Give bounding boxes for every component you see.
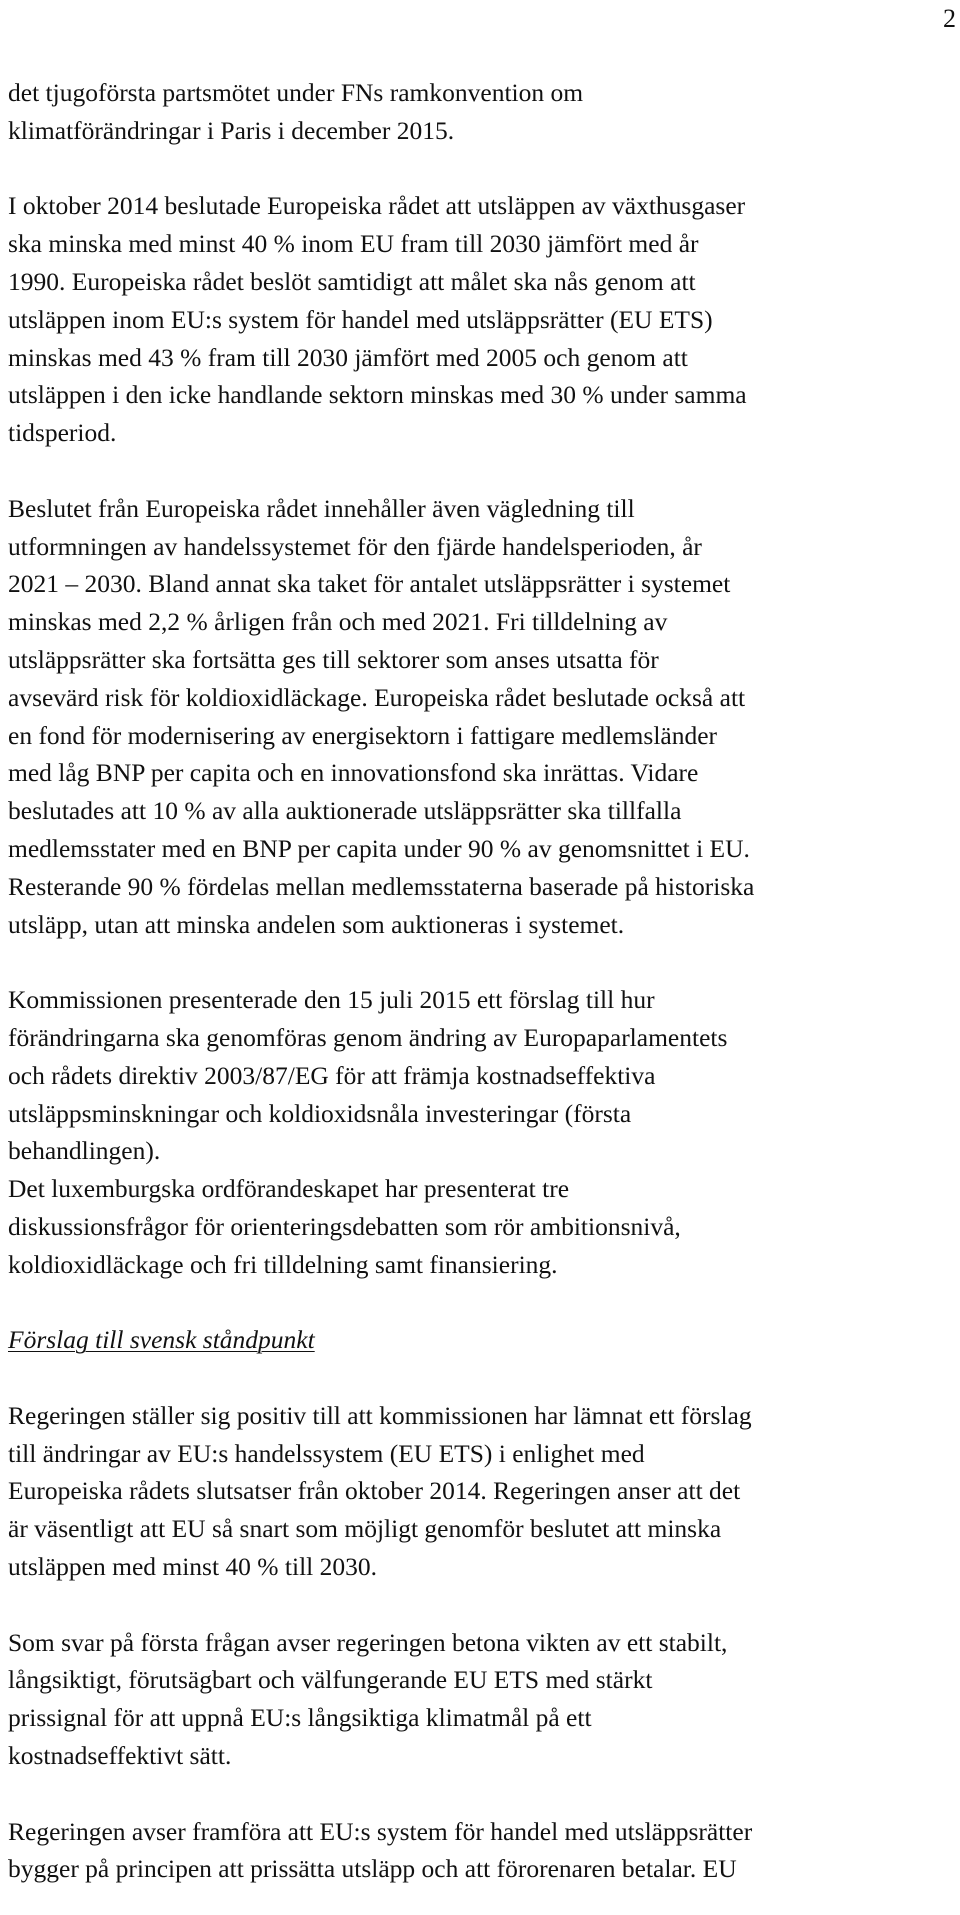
document-body <box>8 74 956 1888</box>
paragraph-cop21-intro: det tjugoförsta partsmötet under FNs ramkonvention om klimatförändringar i Paris i december 2015. <box>8 78 584 145</box>
paragraph-first-question-answer: Som svar på första frågan avser regeringen betona vikten av ett stabilt, långsiktigt, förutsägbart och välfungerande EU ETS med stärkt prissignal för att uppnå EU:s långsiktiga klimatmål på ett kostnadseffektivt sätt. <box>8 1627 728 1771</box>
paragraph-trading-period-guidance: Beslutet från Europeiska rådet innehåller även vägledning till utformningen av handelssystemet för den fjärde handelsperioden, år 2021 – 2030. Bland annat ska taket för antalet utsläppsrätter i systemet minskas med 2,2 % årligen från och med 2021. Fri tilldelning av utsläppsrätter ska fortsätta ges till sektorer som anses utsatta för avsevärd risk för koldioxidläckage. Europeiska rådet beslutade också att en fond för modernisering av energisektorn i fattigare medlemsländer med låg BNP per capita och en innovationsfond ska inrättas. Vidare beslutades att 10 % av alla auktionerade utsläppsrätter ska tillfalla medlemsstater med en BNP per capita under 90 % av genomsnittet i EU. Resterande 90 % fördelas mellan medlemsstaterna baserade på historiska utsläpp, utan att minska andelen som auktioneras i systemet. <box>8 493 755 939</box>
paragraph-october-2014-decision: I oktober 2014 beslutade Europeiska rådet att utsläppen av växthusgaser ska minska med minst 40 % inom EU fram till 2030 jämfört med år 1990. Europeiska rådet beslöt samtidigt att målet ska nås genom att utsläppen inom EU:s system för handel med utsläppsrätter (EU ETS) minskas med 43 % fram till 2030 jämfört med 2005 och genom att utsläppen i den icke handlande sektorn minskas med 30 % under samma tidsperiod. <box>8 191 747 448</box>
paragraph-presidency-questions: Det luxemburgska ordförandeskapet har presenterat tre diskussionsfrågor för orienteringsdebatten som rör ambitionsnivå, koldioxidläckage och fri tilldelning samt finansiering. <box>8 1174 681 1279</box>
paragraph-commission-proposal: Kommissionen presenterade den 15 juli 2015 ett förslag till hur förändringarna ska genomföras genom ändring av Europaparlamentets och rådets direktiv 2003/87/EG för att främja kostnadseffektiva utsläppsminskningar och koldioxidsnåla investeringar (första behandlingen). <box>8 985 728 1166</box>
paragraph-government-position: Regeringen ställer sig positiv till att kommissionen har lämnat ett förslag till ändringar av EU:s handelssystem (EU ETS) i enlighet med Europeiska rådets slutsatser från oktober 2014. Regeringen anser att det är väsentligt att EU så snart som möjligt genomför beslutet att minska utsläppen med minst 40 % till 2030. <box>8 1400 752 1582</box>
paragraph-polluter-pays: Regeringen avser framföra att EU:s system för handel med utsläppsrätter bygger på principen att prissätta utsläpp och att förorenaren betalar. EU <box>8 1816 753 1884</box>
section-heading-swedish-position: Förslag till svensk ståndpunkt <box>8 1325 315 1355</box>
page-number: 2 <box>943 4 956 33</box>
